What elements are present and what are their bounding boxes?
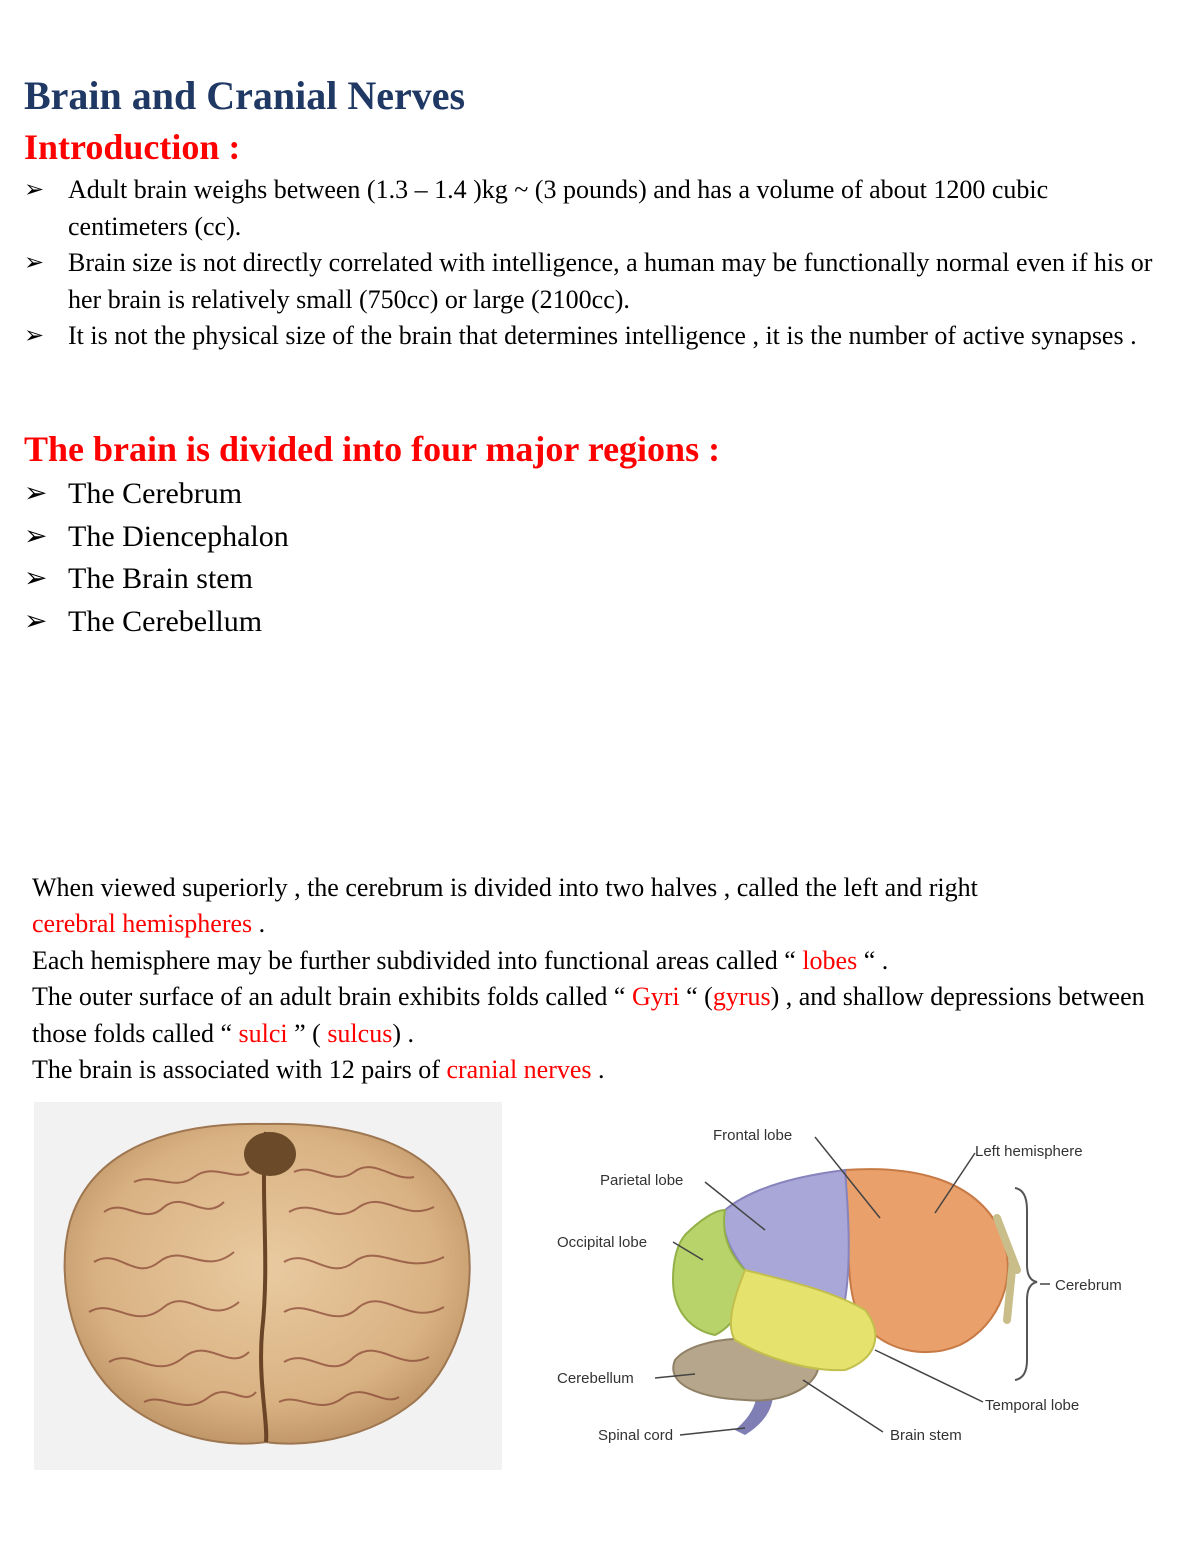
list-item [24,601,289,644]
introduction-bullet-list [24,172,1154,355]
text: “ ( [679,982,713,1012]
label-parietal-lobe: Parietal lobe [600,1172,684,1189]
brain-lobes-diagram-svg [545,1110,1165,1470]
bullet-text: It is not the physical size of the brain that determines intelligence , it is the number of active synapses . [68,321,1137,350]
text: The brain is associated with 12 pairs of [32,1055,447,1085]
label-occipital-lobe: Occipital lobe [557,1234,648,1251]
bullet-text: Brain size is not directly correlated with intelligence, a human may be functionally normal even if his or her brain is relatively small (750cc) or large (2100cc). [68,248,1153,314]
text: ) , and shallow depressions between those folds called “ [32,982,1145,1048]
label-cerebrum: Cerebrum [1055,1277,1122,1294]
arrow-bullet-icon: ➢ [24,520,48,552]
cerebrum-description [32,870,1172,1088]
label-frontal-lobe: Frontal lobe [713,1127,793,1144]
text: When viewed superiorly , the cerebrum is divided into two halves , called the left and right [32,873,978,902]
term-sulci: sulci [238,1018,288,1048]
label-cerebellum: Cerebellum [557,1370,634,1387]
label-brain-stem: Brain stem [890,1427,962,1444]
bullet-text: Adult brain weighs between (1.3 – 1.4 )kg ~ (3 pounds) and has a volume of about 1200 cubic centimeters (cc). [68,175,1049,241]
term-gyri: Gyri [631,982,680,1012]
region-name: The Cerebellum [68,604,263,638]
region-name: The Diencephalon [68,519,289,553]
introduction-heading: Introduction : [24,127,241,167]
text: ) . [392,1018,414,1048]
text: “ . [857,945,889,975]
arrow-bullet-icon: ➢ [24,563,48,594]
cerebrum-bracket [1015,1188,1037,1380]
brain-superior-photo [34,1102,502,1470]
list-item [24,172,1154,245]
arrow-bullet-icon: ➢ [24,177,45,203]
regions-heading: The brain is divided into four major regions : [24,429,721,469]
label-temporal-lobe: Temporal lobe [985,1397,1080,1414]
regions-list [24,473,289,643]
paragraph-line [32,943,1172,979]
term-sulcus: sulcus [327,1018,393,1048]
list-item [24,318,1154,355]
list-item [24,245,1154,318]
label-spinal-cord: Spinal cord [598,1427,674,1444]
arrow-bullet-icon: ➢ [24,323,45,349]
text: The outer surface of an adult brain exhibits folds called “ [32,982,632,1012]
paragraph-line [32,1052,1172,1088]
page-title: Brain and Cranial Nerves [24,73,466,118]
text: Each hemisphere may be further subdivided into functional areas called “ [32,945,803,975]
term-lobes: lobes [802,945,858,975]
text: . [252,909,266,939]
term-cerebral-hemispheres: cerebral hemispheres [32,909,253,939]
label-left-hemisphere: Left hemisphere [975,1143,1083,1160]
paragraph-line [32,979,1172,1052]
arrow-bullet-icon: ➢ [24,478,48,509]
list-item [24,516,289,559]
list-item [24,558,289,601]
brain-lobes-diagram [545,1110,1165,1470]
text: . [591,1055,605,1085]
list-item [24,473,289,516]
region-name: The Brain stem [68,562,253,595]
brain-photo-image [34,1102,502,1470]
paragraph-line [32,870,1172,943]
text: ” ( [287,1018,328,1048]
term-cranial-nerves: cranial nerves [446,1055,592,1085]
region-name: The Cerebrum [68,477,243,510]
term-gyrus: gyrus [712,982,771,1012]
arrow-bullet-icon: ➢ [24,250,45,276]
arrow-bullet-icon: ➢ [24,605,48,637]
